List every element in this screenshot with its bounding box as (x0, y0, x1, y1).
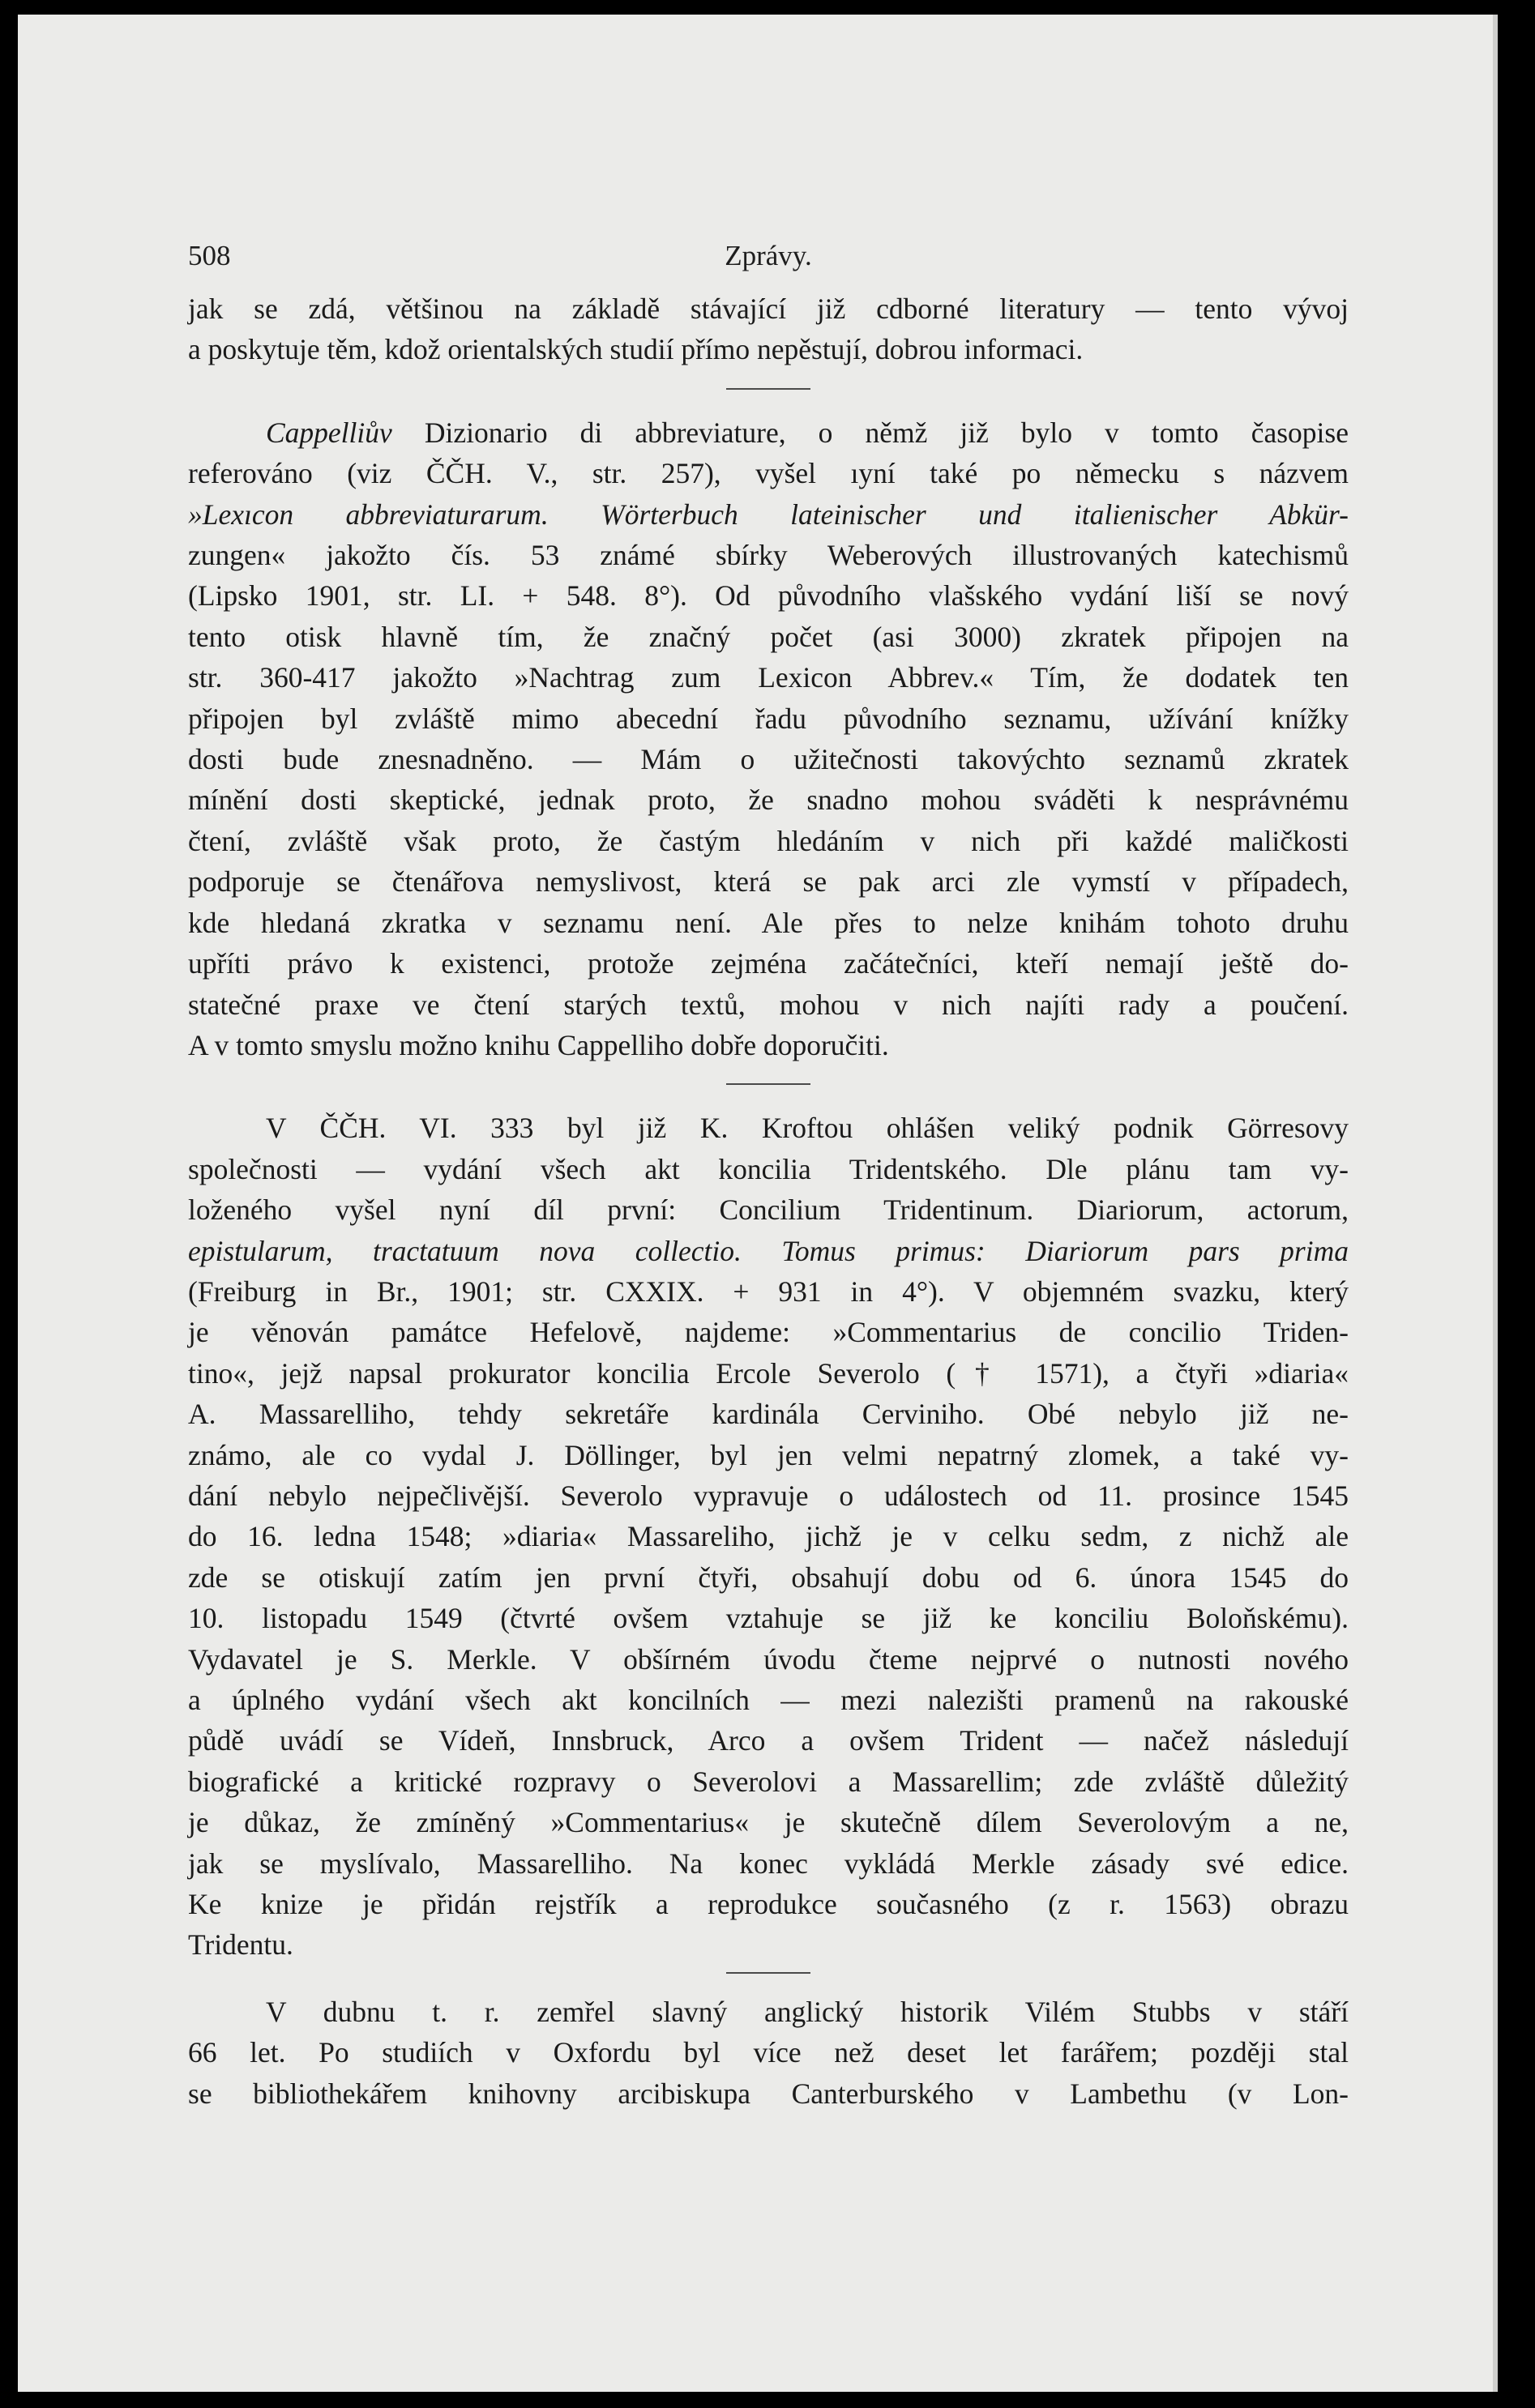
text-line: čtení, zvláště však proto, že častým hledáním v nich při každé maličkosti (188, 824, 1349, 857)
text-line: a úplného vydání všech akt koncilních — mezi nalezišti pramenů na rakouské (188, 1684, 1349, 1716)
page-header (188, 240, 1349, 280)
section-divider (726, 388, 810, 390)
text-line: (Lipsko 1901, str. LI. + 548. 8°). Od původního vlašského vydání liší se nový (188, 579, 1349, 613)
text-line: známo, ale co vydal J. Döllinger, byl jen velmi nepatrný zlomek, a také vy- (188, 1438, 1349, 1471)
text-line: půdě uvádí se Vídeň, Innsbruck, Arco a ovšem Trident — načež následují (188, 1724, 1349, 1757)
text-line: kde hledaná zkratka v seznamu není. Ale přes to nelze knihám tohoto druhu (188, 906, 1349, 939)
text-line: tento otisk hlavně tím, že značný počet (asi 3000) zkratek připojen na (188, 620, 1349, 653)
text-line: je věnován památce Hefelově, najdeme: »Commentarius de concilio Triden- (188, 1316, 1349, 1349)
text-line: biografické a kritické rozpravy o Severolovi a Massarellim; zde zvláště důležitý (188, 1765, 1349, 1798)
page-number: 508 (188, 240, 231, 271)
text-line: společnosti — vydání všech akt koncilia Tridentského. Dle plánu tam vy- (188, 1152, 1349, 1185)
text-line: Ke knize je přidán rejstřík a reprodukce současného (z r. 1563) obrazu (188, 1888, 1349, 1921)
text-line: jak se zdá, většinou na základě stávající již cdborné literatury — tento vývoj (188, 292, 1349, 325)
text-line: V ČČH. VI. 333 byl již K. Kroftou ohlášen veliký podnik Görresovy (266, 1112, 1349, 1145)
text-line: 10. listopadu 1549 (čtvrté ovšem vztahuje se již ke konciliu Boloňskému). (188, 1602, 1349, 1635)
text-line-rest: Dizionario di abbreviature, o němž již bylo v tomto časopise (391, 416, 1349, 449)
section-divider (726, 1083, 810, 1085)
text-line: statečné praxe ve čtení starých textů, mohou v nich najíti rady a poučení. (188, 988, 1349, 1021)
article-body (188, 288, 1349, 2114)
edition-title-italic: epistularum, tractatuum nova collectio. Tomus primus: Diariorum pars prima (188, 1234, 1349, 1267)
text-line: zungen« jakožto čís. 53 známé sbírky Weberových illustrovaných katechismů (188, 539, 1349, 572)
text-line (188, 1231, 1349, 1271)
text-line: A. Massarelliho, tehdy sekretáře kardinála Cerviniho. Obé nebylo již ne- (188, 1398, 1349, 1431)
text-line: a poskytuje těm, kdož orientalských studií přímo nepěstují, dobrou informaci. (188, 333, 1084, 366)
text-line: referováno (viz ČČH. V., str. 257), vyšel ıyní také po německu s názvem (188, 457, 1349, 490)
text-line: loženého vyšel nyní díl první: Concilium Tridentinum. Diariorum, actorum, (188, 1193, 1349, 1227)
text-line: tino«, jejž napsal prokurator koncilia Ercole Severolo († 1571), a čtyři »diaria« (188, 1356, 1349, 1390)
text-line (188, 494, 1349, 535)
text-line: dání nebylo nejpečlivější. Severolo vypravuje o událostech od 11. prosince 1545 (188, 1479, 1349, 1512)
text-line: připojen byl zvláště mimo abecední řadu původního seznamu, užívání knížky (188, 702, 1349, 735)
text-line: V dubnu t. r. zemřel slavný anglický historik Vilém Stubbs v stáří (266, 1995, 1349, 2028)
text-line: A v tomto smyslu možno knihu Cappelliho dobře doporučiti. (188, 1028, 889, 1061)
author-name-italic: Cappelliův (266, 416, 392, 449)
book-title-italic: »Lexıcon abbreviaturarum. Wörterbuch lateinischer und italienischer Abkür- (188, 497, 1349, 531)
text-line (188, 412, 1349, 453)
text-line: mínění dosti skeptické, jednak proto, že snadno mohou sváděti k nesprávnému (188, 783, 1349, 817)
text-line: dosti bude znesnadněno. — Mám o užitečnosti takovýchto seznamů zkratek (188, 743, 1349, 776)
text-line: str. 360-417 jakožto »Nachtrag zum Lexicon Abbrev.« Tím, že dodatek ten (188, 661, 1349, 694)
text-line: upříti právo k existenci, protože zejména začátečníci, kteří nemají ještě do- (188, 947, 1349, 980)
text-line: Tridentu. (188, 1928, 293, 1962)
text-line: jak se myslívalo, Massarelliho. Na konec vykládá Merkle zásady své edice. (188, 1847, 1349, 1880)
section-divider (726, 1972, 810, 1974)
text-line: Vydavatel je S. Merkle. V obšírném úvodu čteme nejprvé o nutnosti nového (188, 1642, 1349, 1676)
text-line: se bibliothekářem knihovny arcibiskupa Canterburského v Lambethu (v Lon- (188, 2077, 1349, 2110)
text-line: (Freiburg in Br., 1901; str. CXXIX. + 931 in 4°). V objemném svazku, který (188, 1274, 1349, 1308)
text-line: je důkaz, že zmíněný »Commentarius« je skutečně dílem Severolovým a ne, (188, 1806, 1349, 1839)
running-title: Zprávy. (725, 240, 812, 271)
text-line: zde se otiskují zatím jen první čtyři, obsahují dobu od 6. února 1545 do (188, 1561, 1349, 1594)
text-line: podporuje se čtenářova nemyslivost, která se pak arci zle vymstí v případech, (188, 865, 1349, 899)
text-line: 66 let. Po studiích v Oxfordu byl více než deset let farářem; později stal (188, 2036, 1349, 2069)
text-line: do 16. ledna 1548; »diaria« Massareliho, jichž je v celku sedm, z nichž ale (188, 1520, 1349, 1553)
